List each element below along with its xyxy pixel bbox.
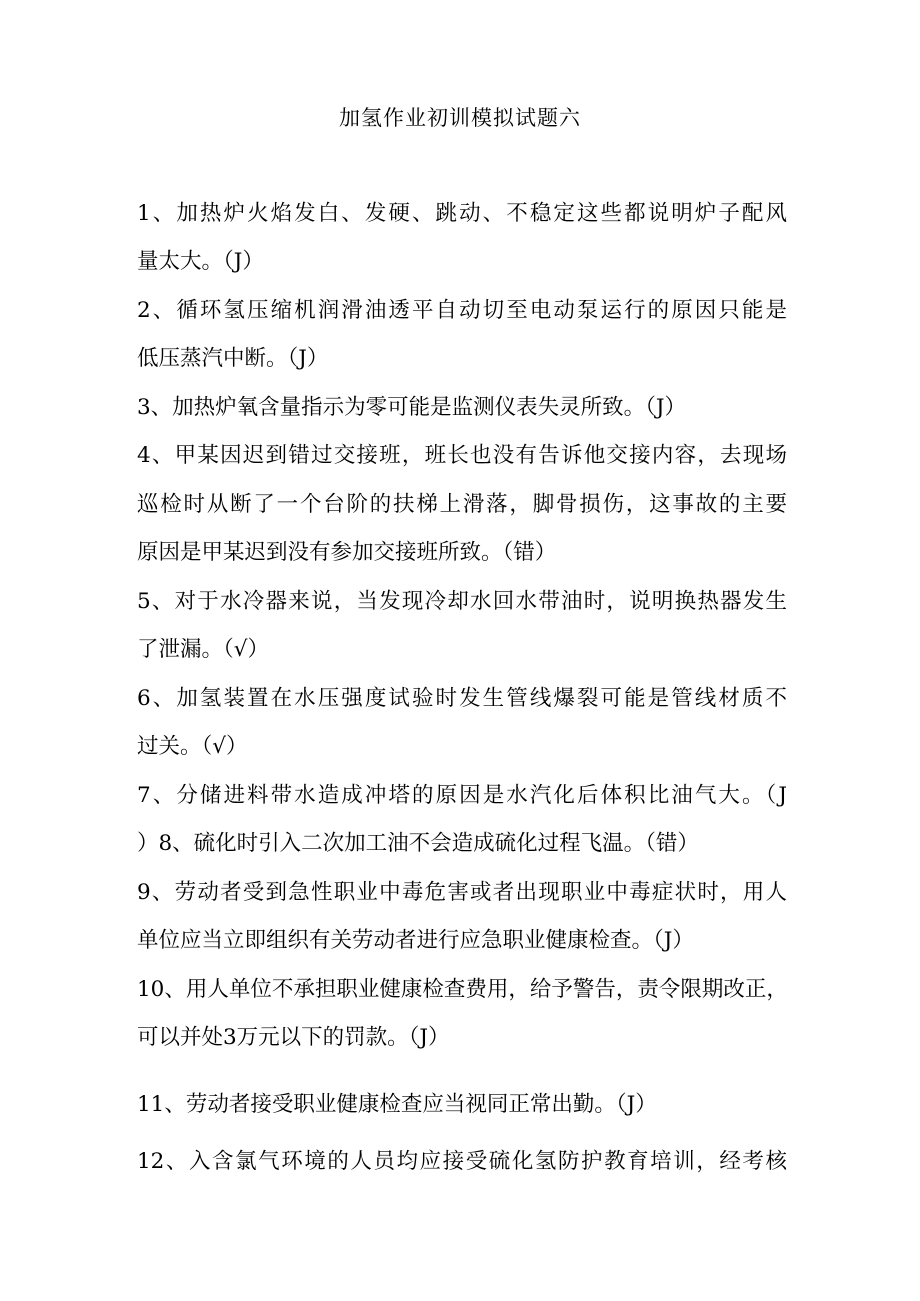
question-4-line-2: 巡检时从断了一个台阶的扶梯上滑落，脚骨损伤，这事故的主要	[137, 492, 787, 517]
question-9-line-1: 9、劳动者受到急性职业中毒危害或者出现职业中毒症状时，用人	[137, 880, 787, 905]
question-8-line-1: ）8、硫化时引入二次加工油不会造成硫化过程飞温。（错）	[137, 831, 699, 856]
question-2-line-2: 低压蒸汽中断。（J）	[137, 346, 329, 371]
question-4-line-1: 4、甲某因迟到错过交接班，班长也没有告诉他交接内容，去现场	[137, 443, 787, 468]
question-11-line-1: 11、劳动者接受职业健康检查应当视同正常出勤。（J）	[137, 1092, 657, 1117]
question-7-line-1: 7、分储进料带水造成冲塔的原因是水汽化后体积比油气大。（J	[137, 783, 787, 808]
question-10-line-2: 可以并处3万元以下的罚款。（J）	[137, 1025, 450, 1050]
document-title: 加氢作业初训模拟试题六	[339, 106, 581, 130]
question-12-line-1: 12、入含氯气环境的人员均应接受硫化氢防护教育培训，经考核	[137, 1149, 787, 1174]
question-9-line-2: 单位应当立即组织有关劳动者进行应急职业健康检查。（J）	[137, 928, 694, 953]
question-1-line-1: 1、加热炉火焰发白、发硬、跳动、不稳定这些都说明炉子配风	[137, 201, 787, 226]
question-4-line-3: 原因是甲某迟到没有参加交接班所致。（错）	[137, 540, 557, 565]
question-6-line-1: 6、加氢装置在水压强度试验时发生管线爆裂可能是管线材质不	[137, 686, 787, 711]
question-2-line-1: 2、循环氢压缩机润滑油透平自动切至电动泵运行的原因只能是	[137, 298, 787, 323]
question-6-line-2: 过关。（√）	[137, 734, 248, 759]
question-5-line-1: 5、对于水冷器来说，当发现冷却水回水带油时，说明换热器发生	[137, 589, 787, 614]
question-3-line-1: 3、加热炉氧含量指示为零可能是监测仪表失灵所致。（J）	[137, 395, 687, 420]
question-1-line-2: 量太大。（J）	[137, 249, 264, 274]
question-10-line-1: 10、用人单位不承担职业健康检查费用，给予警告，责令限期改正，	[137, 977, 788, 1002]
question-5-line-2: 了泄漏。（√）	[137, 637, 269, 662]
